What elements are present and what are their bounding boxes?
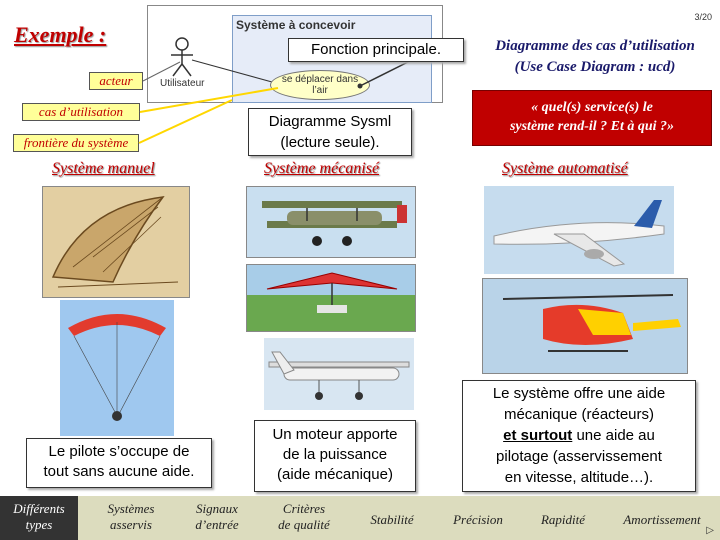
- actor-name: Utilisateur: [160, 78, 205, 89]
- mechanical-heading: Système mécanisé: [264, 160, 380, 177]
- use-case-line1: se déplacer dans: [281, 74, 359, 85]
- nav-item-signaux-line2: d’entrée: [195, 517, 239, 532]
- paraglider-image: [60, 300, 174, 436]
- biplane-icon: [247, 187, 416, 258]
- nav-item-precision[interactable]: Précision: [453, 512, 503, 527]
- nav-item-signaux-line1: Signaux: [196, 501, 238, 516]
- manual-description: [26, 438, 212, 488]
- automatic-heading: Système automatisé: [502, 160, 628, 177]
- nav-item-stabilite[interactable]: Stabilité: [370, 512, 414, 527]
- nav-item-rapidite[interactable]: Rapidité: [540, 512, 586, 527]
- nav-item-asservis-line2: asservis: [110, 517, 152, 532]
- da-vinci-sketch-image: [42, 186, 190, 298]
- question-box: [472, 90, 712, 146]
- manual-heading: Système manuel: [52, 160, 155, 177]
- use-case-label: cas d’utilisation: [22, 103, 140, 121]
- nav-item-types[interactable]: [0, 496, 78, 540]
- manual-desc-line2: tout sans aucune aide.: [43, 463, 195, 480]
- light-aircraft-icon: [264, 338, 414, 410]
- helicopter-icon: [483, 279, 688, 374]
- nav-item-signaux[interactable]: [180, 501, 254, 533]
- light-aircraft-image: [264, 338, 414, 410]
- next-slide-icon[interactable]: ▷: [706, 525, 714, 536]
- ucd-title-line2: (Use Case Diagram : ucd): [514, 59, 676, 75]
- flying-machine-sketch-icon: [43, 187, 190, 298]
- nav-item-criteres[interactable]: [266, 501, 342, 533]
- paraglider-icon: [60, 300, 174, 436]
- mechanical-desc-line1: Un moteur apporte: [272, 426, 398, 443]
- helicopter-image: [482, 278, 688, 374]
- manual-desc-line1: Le pilote s’occupe de: [48, 443, 190, 460]
- airliner-icon: [484, 186, 674, 274]
- ucd-title-line1: Diagramme des cas d’utilisation: [495, 38, 695, 54]
- slide-number: 3/20: [694, 12, 712, 22]
- sysml-line2: (lecture seule).: [280, 134, 380, 151]
- automatic-desc-emphasis: et surtout: [503, 427, 573, 444]
- biplane-image: [246, 186, 416, 258]
- automatic-desc-line3: [463, 425, 695, 446]
- nav-item-types-line2: types: [25, 517, 53, 532]
- automatic-desc-line4: pilotage (asservissement: [496, 448, 662, 465]
- nav-item-amortissement[interactable]: Amortissement: [623, 512, 701, 527]
- use-case-line2: l’air: [312, 85, 328, 96]
- boundary-label: frontière du système: [13, 134, 139, 152]
- sysml-callout: [248, 108, 412, 156]
- nav-item-asservis-line1: Systèmes: [107, 501, 155, 516]
- mechanical-desc-line2: de la puissance: [282, 446, 388, 463]
- automatic-desc-line2: mécanique (réacteurs): [503, 406, 655, 423]
- question-line1: « quel(s) service(s) le: [531, 100, 653, 115]
- main-function-callout: Fonction principale.: [288, 38, 464, 62]
- nav-item-criteres-line1: Critères: [282, 501, 326, 516]
- ultralight-image: [246, 264, 416, 332]
- ultralight-trike-icon: [247, 265, 416, 332]
- slide-title: Exemple :: [14, 22, 107, 47]
- automatic-description: [462, 380, 696, 492]
- sysml-line1: Diagramme Sysml: [268, 113, 392, 130]
- ucd-title: [470, 36, 720, 78]
- automatic-desc-line3-rest: une aide au: [572, 427, 655, 444]
- automatic-desc-line1: Le système offre une aide: [492, 385, 666, 402]
- nav-item-criteres-line2: de qualité: [278, 517, 330, 532]
- nav-item-types-line1: Différents: [13, 501, 65, 516]
- mechanical-desc-line3: (aide mécanique): [277, 466, 393, 483]
- airliner-image: [484, 186, 674, 274]
- question-line2: système rend-il ? Et à qui ?»: [509, 119, 675, 134]
- mechanical-description: [254, 420, 416, 492]
- actor-label: acteur: [89, 72, 143, 90]
- system-title: Système à concevoir: [236, 18, 356, 32]
- automatic-desc-line5: en vitesse, altitude…).: [504, 469, 654, 486]
- nav-item-asservis[interactable]: [92, 501, 170, 533]
